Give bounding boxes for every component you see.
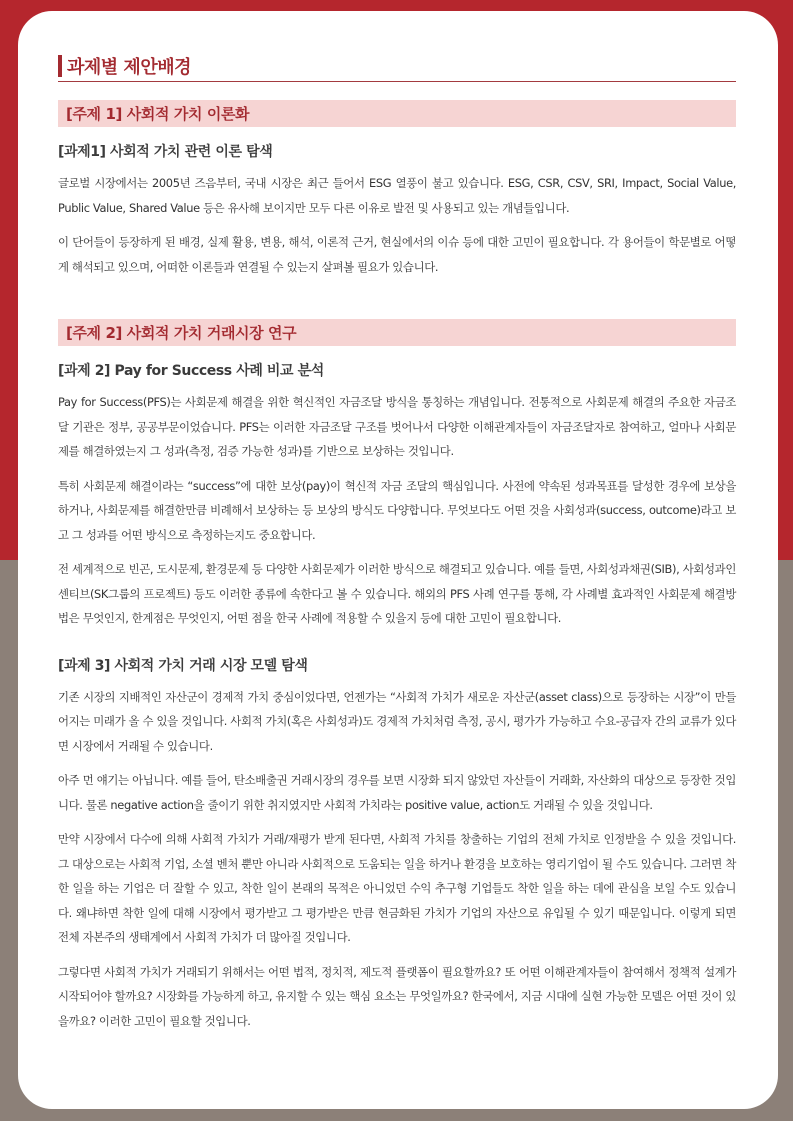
document-page [18,11,778,1109]
section-title [58,53,736,82]
task-3-paragraph-1: 기존 시장의 지배적인 자산군이 경제적 가치 중심이었다면, 언젠가는 “사회적 가치가 새로운 자산군(asset class)으로 등장하는 시장”이 만들어지는 미래가 올 수 있을 것입니다. 사회적 가치(혹은 사회성과)도 경제적 가치처럼 측정, 공시, 평가가 가능하고 수요-공급자 간의 교류가 있다면 시장에서 거래될 수 있습니다. [58,689,736,753]
task-3-heading: [과제 3] 사회적 가치 거래 시장 모델 탐색 [58,657,308,674]
task-2-paragraph-2: 특히 사회문제 해결이라는 “success”에 대한 보상(pay)이 혁신적 자금 조달의 핵심입니다. 사전에 약속된 성과목표를 달성한 경우에 보상을 하거나, 사회문제를 해결한만큼 비례해서 보상하는 등 보상의 방식도 다양합니다. 무엇보다도 어떤 것을 사회성과(success, outcome)라고 보고 그 성과를 어떤 방식으로 측정하는지도 중요합니다. [58,478,736,542]
task-1-paragraph-1: 글로벌 시장에서는 2005년 즈음부터, 국내 시장은 최근 들어서 ESG 열풍이 불고 있습니다. ESG, CSR, CSV, SRI, Impact, Social Value, Public Value, Shared Value 등은 유사해 보이지만 모두 다른 이유로 발전 및 사용되고 있는 개념들입니다. [58,176,736,215]
task-1-heading: [과제1] 사회적 가치 관련 이론 탐색 [58,144,273,160]
title-accent-bar [58,55,62,77]
task-2-heading: [과제 2] Pay for Success 사례 비교 분석 [58,363,324,379]
task-1-paragraph-2: 이 단어들이 등장하게 된 배경, 실제 활용, 변용, 해석, 이론적 근거, 현실에서의 이슈 등에 대한 고민이 필요합니다. 각 용어들이 학문별로 어떻게 해석되고 있으며, 어떠한 이론들과 연결될 수 있는지 살펴볼 필요가 있습니다. [58,235,736,274]
task-2-paragraph-3: 전 세계적으로 빈곤, 도시문제, 환경문제 등 다양한 사회문제가 이러한 방식으로 해결되고 있습니다. 예를 들면, 사회성과채권(SIB), 사회성과인센티브(SK그룹의 프로젝트) 등도 이러한 종류에 속한다고 볼 수 있습니다. 해외의 PFS 사례 연구를 통해, 각 사례별 효과적인 사회문제 해결방법은 무엇인지, 한계점은 무엇인지, 어떤 점을 한국 사례에 적용할 수 있을지 등에 대한 고민이 필요합니다. [58,562,736,625]
topic-1-heading: [주제 1] 사회적 가치 이론화 [58,100,736,127]
topic-2-heading: [주제 2] 사회적 가치 거래시장 연구 [58,319,736,346]
task-3-paragraph-3: 만약 시장에서 다수에 의해 사회적 가치가 거래/재평가 받게 된다면, 사회적 가치를 창출하는 기업의 전체 가치로 인정받을 수 있을 것입니다. 그 대상으로는 사회적 기업, 소셜 벤처 뿐만 아니라 사회적으로 도움되는 일을 하거나 환경을 보호하는 영리기업이 될 수도 있습니다. 그러면 착한 일을 하는 기업은 더 잘할 수 있고, 착한 일이 본래의 목적은 아니었던 수익 추구형 기업들도 착한 일을 하는 데에 관심을 보일 수도 있습니다. 왜냐하면 착한 일에 대해 시장에서 평가받고 그 평가받은 만큼 현금화된 가치가 기업의 자산으로 유입될 수 있기 때문입니다. 이렇게 되면 전체 자본주의 생태계에서 사회적 가치가 더 많아질 것입니다. [58,832,736,944]
task-2-paragraph-1: Pay for Success(PFS)는 사회문제 해결을 위한 혁신적인 자금조달 방식을 통칭하는 개념입니다. 전통적으로 사회문제 해결의 주요한 자금조달 기관은 정부, 공공부문이었습니다. PFS는 이러한 자금조달 구조를 벗어나서 다양한 이해관계자들이 자금조달자로 참여하고, 얼마나 사회문제를 해결하였는지 그 성과(측정, 검증 가능한 성과)를 기반으로 보상하는 것입니다. [58,395,736,458]
task-3-paragraph-2: 아주 먼 얘기는 아닙니다. 예를 들어, 탄소배출권 거래시장의 경우를 보면 시장화 되지 않았던 자산들이 거래화, 자산화의 대상으로 등장한 것입니다. 물론 negative action을 줄이기 위한 취지였지만 사회적 가치라는 positive value, action도 거래될 수 있을 것입니다. [58,773,736,812]
task-3-paragraph-4: 그렇다면 사회적 가치가 거래되기 위해서는 어떤 법적, 정치적, 제도적 플랫폼이 필요할까요? 또 어떤 이해관계자들이 참여해서 정책적 설계가 시작되어야 할까요? 시장화를 가능하게 하고, 유지할 수 있는 핵심 요소는 무엇일까요? 한국에서, 지금 시대에 실현 가능한 모델은 어떤 것이 있을까요? 이러한 고민이 필요할 것입니다. [58,964,736,1028]
page-title: 과제별 제안배경 [67,57,191,78]
